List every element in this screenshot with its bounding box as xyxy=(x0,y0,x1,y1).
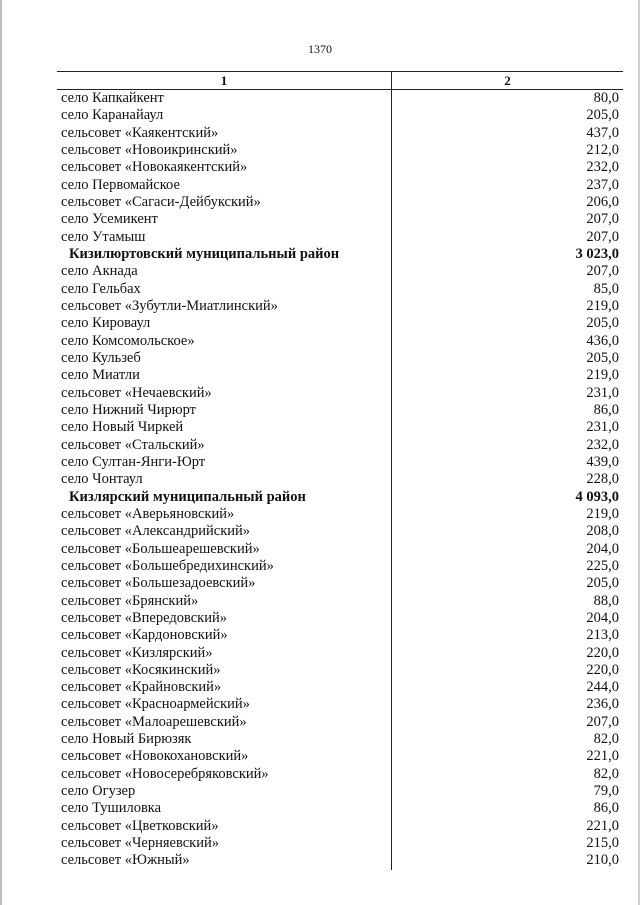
settlement-value: 219,0 xyxy=(586,505,619,522)
settlement-value: 220,0 xyxy=(586,661,619,678)
settlement-value: 228,0 xyxy=(586,471,619,488)
table-row xyxy=(57,402,623,419)
table-row xyxy=(57,263,623,280)
settlement-name: сельсовет «Южный» xyxy=(61,852,190,869)
settlement-value: 86,0 xyxy=(593,800,619,817)
settlement-value: 439,0 xyxy=(586,453,619,470)
settlement-name: село Гельбах xyxy=(61,280,141,297)
settlement-value: 207,0 xyxy=(586,228,619,245)
settlement-value: 204,0 xyxy=(586,609,619,626)
settlement-name: сельсовет «Большеарешевский» xyxy=(61,540,260,557)
table-row xyxy=(57,142,623,159)
settlement-value: 215,0 xyxy=(586,835,619,852)
settlement-value: 231,0 xyxy=(586,419,619,436)
column-divider xyxy=(391,90,392,870)
settlement-name: сельсовет «Аверьяновский» xyxy=(61,505,235,522)
table-body xyxy=(57,90,623,870)
settlement-name: сельсовет «Зубутли-Миатлинский» xyxy=(61,297,278,314)
settlement-name: сельсовет «Новокаякентский» xyxy=(61,159,248,176)
table-row xyxy=(57,125,623,142)
table-row xyxy=(57,627,623,644)
table-row xyxy=(57,229,623,246)
table-row xyxy=(57,610,623,627)
district-name: Кизлярский муниципальный район xyxy=(69,488,306,505)
settlement-value: 220,0 xyxy=(586,644,619,661)
table-row xyxy=(57,419,623,436)
settlement-name: сельсовет «Сагаси-Дейбукский» xyxy=(61,193,261,210)
settlement-value: 80,0 xyxy=(593,90,619,106)
settlement-name: сельсовет «Брянский» xyxy=(61,592,199,609)
district-total: 4 093,0 xyxy=(575,488,619,505)
settlement-name: сельсовет «Крайновский» xyxy=(61,679,222,696)
settlement-value: 205,0 xyxy=(586,575,619,592)
settlement-value: 206,0 xyxy=(586,193,619,210)
table-row xyxy=(57,679,623,696)
settlement-name: село Каранайаул xyxy=(61,107,164,124)
settlement-name: село Новый Бирюзяк xyxy=(61,731,192,748)
table-row xyxy=(57,211,623,228)
table-row xyxy=(57,281,623,298)
table-row xyxy=(57,835,623,852)
settlement-name: сельсовет «Каякентский» xyxy=(61,124,219,141)
settlement-name: село Усемикент xyxy=(61,211,158,228)
page-number: 1370 xyxy=(308,42,332,56)
table-row xyxy=(57,645,623,662)
settlement-value: 232,0 xyxy=(586,436,619,453)
settlement-value: 232,0 xyxy=(586,159,619,176)
table-row xyxy=(57,385,623,402)
settlement-name: сельсовет «Новоикринский» xyxy=(61,141,238,158)
table-row xyxy=(57,177,623,194)
district-row xyxy=(57,489,623,506)
table-row xyxy=(57,575,623,592)
table-row xyxy=(57,714,623,731)
settlement-name: сельсовет «Стальский» xyxy=(61,436,205,453)
settlement-value: 82,0 xyxy=(593,731,619,748)
table-row xyxy=(57,593,623,610)
settlement-name: село Капкайкент xyxy=(61,90,164,106)
settlement-name: сельсовет «Цветковский» xyxy=(61,817,219,834)
settlement-value: 221,0 xyxy=(586,817,619,834)
settlement-name: сельсовет «Косякинский» xyxy=(61,661,221,678)
settlement-value: 244,0 xyxy=(586,679,619,696)
settlement-value: 231,0 xyxy=(586,384,619,401)
settlement-name: село Акнада xyxy=(61,263,138,280)
settlement-value: 212,0 xyxy=(586,141,619,158)
table-row xyxy=(57,315,623,332)
settlement-name: село Первомайское xyxy=(61,176,180,193)
table-row xyxy=(57,748,623,765)
table-row xyxy=(57,541,623,558)
settlement-value: 85,0 xyxy=(593,280,619,297)
settlement-value: 207,0 xyxy=(586,263,619,280)
settlement-name: сельсовет «Черняевский» xyxy=(61,835,219,852)
settlement-name: сельсовет «Малоарешевский» xyxy=(61,713,247,730)
settlement-value: 204,0 xyxy=(586,540,619,557)
settlement-name: сельсовет «Александрийский» xyxy=(61,523,251,540)
table-row xyxy=(57,818,623,835)
settlement-name: село Тушиловка xyxy=(61,800,162,817)
table-row xyxy=(57,766,623,783)
settlement-value: 205,0 xyxy=(586,315,619,332)
column-header-2: 2 xyxy=(504,73,511,88)
settlement-value: 88,0 xyxy=(593,592,619,609)
table-row xyxy=(57,194,623,211)
settlement-value: 207,0 xyxy=(586,713,619,730)
table-row xyxy=(57,107,623,124)
scan-edge-left xyxy=(0,0,2,905)
table-row xyxy=(57,90,623,107)
table-row xyxy=(57,731,623,748)
settlement-name: село Огузер xyxy=(61,783,136,800)
settlement-value: 219,0 xyxy=(586,297,619,314)
district-row xyxy=(57,246,623,263)
district-total: 3 023,0 xyxy=(575,245,619,262)
settlement-value: 79,0 xyxy=(593,783,619,800)
settlement-name: сельсовет «Большебредихинский» xyxy=(61,557,274,574)
table-row xyxy=(57,471,623,488)
table-row xyxy=(57,523,623,540)
settlement-value: 219,0 xyxy=(586,367,619,384)
settlement-name: сельсовет «Большезадоевский» xyxy=(61,575,256,592)
settlement-name: сельсовет «Новокохановский» xyxy=(61,748,249,765)
table-row xyxy=(57,783,623,800)
settlement-name: село Новый Чиркей xyxy=(61,419,184,436)
table-row xyxy=(57,454,623,471)
settlement-name: сельсовет «Кизлярский» xyxy=(61,644,213,661)
table-header xyxy=(57,71,623,90)
data-table xyxy=(57,71,623,870)
settlement-name: село Султан-Янги-Юрт xyxy=(61,453,206,470)
settlement-value: 436,0 xyxy=(586,332,619,349)
table-row xyxy=(57,367,623,384)
district-name: Кизилюртовский муниципальный район xyxy=(69,245,340,262)
settlement-value: 82,0 xyxy=(593,765,619,782)
settlement-value: 437,0 xyxy=(586,124,619,141)
table-row xyxy=(57,350,623,367)
settlement-value: 221,0 xyxy=(586,748,619,765)
settlement-value: 208,0 xyxy=(586,523,619,540)
table-row xyxy=(57,437,623,454)
table-row xyxy=(57,298,623,315)
table-row xyxy=(57,696,623,713)
settlement-name: село Миатли xyxy=(61,367,140,384)
table-row xyxy=(57,506,623,523)
settlement-name: село Утамыш xyxy=(61,228,146,245)
table-row xyxy=(57,662,623,679)
settlement-value: 213,0 xyxy=(586,627,619,644)
table-row xyxy=(57,159,623,176)
settlement-value: 237,0 xyxy=(586,176,619,193)
settlement-value: 205,0 xyxy=(586,107,619,124)
settlement-name: сельсовет «Красноармейский» xyxy=(61,696,250,713)
settlement-value: 236,0 xyxy=(586,696,619,713)
settlement-value: 207,0 xyxy=(586,211,619,228)
settlement-name: сельсовет «Нечаевский» xyxy=(61,384,212,401)
settlement-name: село Кироваул xyxy=(61,315,151,332)
settlement-name: село Кульзеб xyxy=(61,349,141,366)
settlement-name: сельсовет «Новосеребряковский» xyxy=(61,765,269,782)
settlement-name: село Чонтаул xyxy=(61,471,143,488)
settlement-name: сельсовет «Кардоновский» xyxy=(61,627,228,644)
table-row xyxy=(57,333,623,350)
column-header-1: 1 xyxy=(57,72,392,89)
settlement-name: сельсовет «Впередовский» xyxy=(61,609,227,626)
table-row xyxy=(57,852,623,869)
settlement-name: село Комсомольское» xyxy=(61,332,195,349)
settlement-value: 86,0 xyxy=(593,401,619,418)
settlement-value: 225,0 xyxy=(586,557,619,574)
settlement-name: село Нижний Чирюрт xyxy=(61,401,196,418)
table-row xyxy=(57,800,623,817)
settlement-value: 210,0 xyxy=(586,852,619,869)
settlement-value: 205,0 xyxy=(586,349,619,366)
table-row xyxy=(57,558,623,575)
